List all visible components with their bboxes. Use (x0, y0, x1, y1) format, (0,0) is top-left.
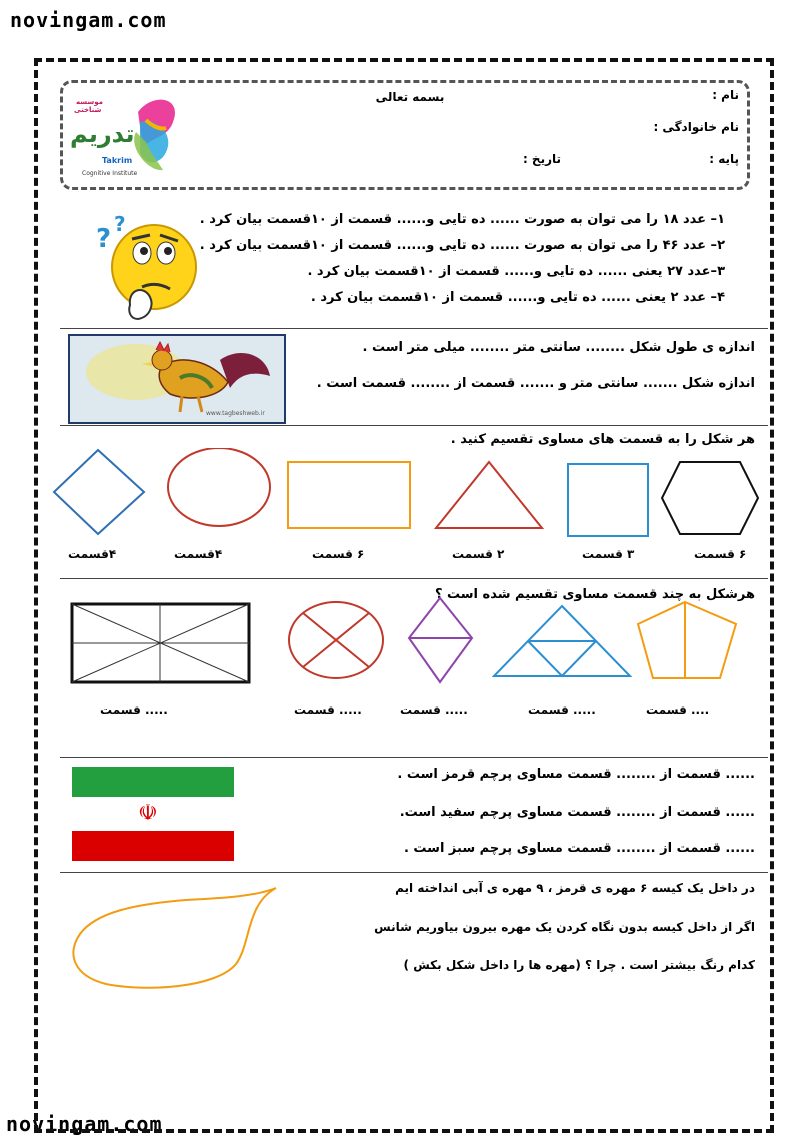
s3-label-ellipse: ۴قسمت (174, 547, 223, 561)
divider-2 (60, 425, 768, 426)
s4-label-triangle: ..... قسمت (528, 703, 596, 717)
s4-pentagon (638, 602, 736, 678)
logo-small-mid: شناختی (74, 106, 102, 114)
s3-square (568, 464, 648, 536)
s6-line-3: کدام رنگ بیشتر است . چرا ؟ (مهره ها را داخل شکل بکش ) (403, 958, 755, 972)
s3-label-triangle: ۲ قسمت (452, 547, 505, 561)
s3-triangle (436, 462, 542, 528)
s2-line-1: اندازه ی طول شکل ........ سانتی متر ........ میلی متر است . (362, 340, 755, 355)
flag-green-stripe (72, 767, 234, 797)
divider-3 (60, 578, 768, 579)
s3-label-square: ۳ قسمت (582, 547, 635, 561)
logo-main-text: تدریم (70, 120, 135, 148)
s3-label-diamond: ۴قسمت (68, 547, 117, 561)
flag-white-stripe (72, 797, 234, 831)
family-label: نام خانوادگی : (653, 120, 739, 134)
watermark-bottom: novingam.com (6, 1112, 163, 1136)
s5-line-1: ...... قسمت از ........ قسمت مساوی پرچم قرمز است . (397, 767, 755, 782)
logo-sub: Cognitive Institute (82, 170, 138, 177)
iran-flag (72, 767, 234, 861)
s3-title: هر شکل را به قسمت های مساوی تقسیم کنید . (450, 432, 755, 447)
name-label: نام : (712, 88, 739, 102)
s3-label-rectangle: ۶ قسمت (312, 547, 365, 561)
s4-circle (289, 602, 383, 678)
s3-ellipse (168, 448, 270, 526)
flag-emblem-icon: ☫ (138, 801, 158, 826)
bag-shape (66, 884, 282, 994)
s1-item-1: ۱– عدد ۱۸ را می توان به صورت ...... ده تایی و...... قسمت از ۱۰قسمت بیان کرد . (199, 212, 725, 227)
s6-line-1: در داخل یک کیسه ۶ مهره ی قرمز ، ۹ مهره ی آبی انداخته ایم (395, 881, 755, 895)
basmala: بسمه تعالی (375, 90, 445, 104)
image-caption: www.tagbeshweb.ir (206, 410, 265, 417)
s6-line-2: اگر از داخل کیسه بدون نگاه کردن یک مهره بیرون بیاوریم شانس (374, 920, 755, 934)
flag-red-stripe (72, 831, 234, 861)
thinking-emoji-icon (92, 205, 202, 330)
s5-line-2: ...... قسمت از ........ قسمت مساوی پرچم سفید است. (399, 805, 755, 820)
logo-small-top: موسسه (76, 98, 103, 106)
s3-rectangle (288, 462, 410, 528)
s4-shapes (60, 596, 760, 692)
watermark-top: novingam.com (10, 8, 167, 32)
s1-item-2: ۲– عدد ۴۶ را می توان به صورت ...... ده تایی و...... قسمت از ۱۰قسمت بیان کرد . (199, 238, 725, 253)
s4-rectangle (72, 604, 249, 682)
s1-item-3: ۳–عدد ۲۷ یعنی ...... ده تایی و...... قسمت از ۱۰قسمت بیان کرد . (307, 264, 725, 279)
rooster-image (68, 334, 286, 424)
s3-hexagon (662, 462, 758, 534)
s3-shapes (40, 448, 770, 548)
s4-triangle (494, 606, 630, 676)
divider-4 (60, 757, 768, 758)
s3-label-hexagon: ۶ قسمت (694, 547, 747, 561)
svg-text:?: ? (114, 212, 126, 236)
institute-logo (68, 92, 188, 184)
s4-label-circle: ..... قسمت (294, 703, 362, 717)
s4-label-diamond: ..... قسمت (400, 703, 468, 717)
s2-line-2: اندازه شکل ....... سانتی متر و ....... قسمت از ........ قسمت است . (316, 376, 755, 391)
divider-1 (60, 328, 768, 329)
s4-title: هرشکل به چند قسمت مساوی تقسیم شده است ؟ (434, 587, 755, 602)
s5-line-3: ...... قسمت از ........ قسمت مساوی پرچم سبز است . (403, 841, 755, 856)
divider-5 (60, 872, 768, 873)
date-label: تاریخ : (522, 152, 561, 166)
s3-diamond (54, 450, 144, 534)
s4-diamond (409, 598, 472, 682)
svg-text:?: ? (96, 224, 112, 254)
s4-label-pentagon: .... قسمت (646, 703, 710, 717)
s4-label-rectangle: ..... قسمت (100, 703, 168, 717)
logo-latin: Takrim (102, 156, 133, 165)
grade-label: پایه : (709, 152, 739, 166)
s1-item-4: ۴– عدد ۲ یعنی ...... ده تایی و...... قسمت از ۱۰قسمت بیان کرد . (310, 290, 725, 305)
